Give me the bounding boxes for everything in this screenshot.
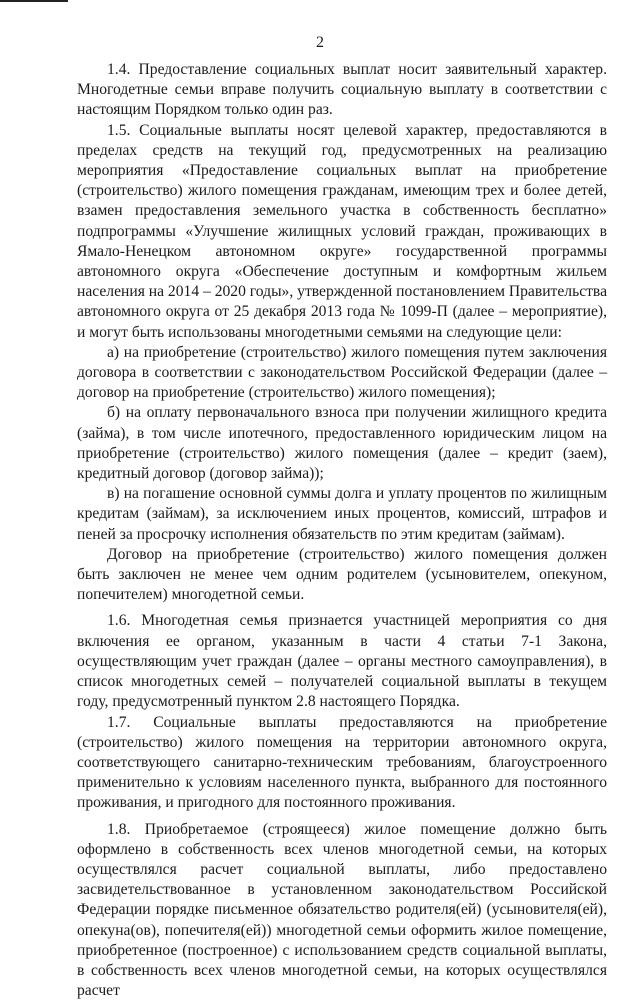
paragraph-1-6: 1.6. Многодетная семья признается участницей мероприятия со дня включения ее органом, указанным в части 4 статьи 7-1 Закона, осуществляющим учет граждан (далее – органы местного самоуправления), в список многодетных семей – получателей социальной выплаты в текущем году, предусмотренный пунктом 2.8 настоящего Порядка. [77,612,607,711]
paragraph-1-4: 1.4. Предоставление социальных выплат носит заявительный характер. Многодетные семьи вправе получить социальную выплату в соответствии с настоящим Порядком только один раз. [77,61,607,119]
corner-rule [0,0,68,2]
paragraph-1-5-b: б) на оплату первоначального взноса при получении жилищного кредита (займа), в том числе ипотечного, предоставленного юридическим лицом на приобретение (строительство) жилого помещения (далее – кредит (заем), кредитный договор (договор займа)); [77,404,607,483]
paragraph-1-7: 1.7. Социальные выплаты предоставляются на приобретение (строительство) жилого помещения на территории автономного округа, соответствующего санитарно-техническим требованиям, благоустроенного применительно к условиям населенного пункта, выбранного для постоянного проживания, и пригодного для постоянного проживания. [77,713,607,812]
paragraph-contract: Договор на приобретение (строительство) жилого помещения должен быть заключен не менее чем одним родителем (усыновителем, опекуном, попечителем) многодетной семьи. [77,545,607,604]
paragraph-1-8: 1.8. Приобретаемое (строящееся) жилое помещение должно быть оформлено в собственность всех членов многодетной семьи, на которых осуществлялся расчет социальной выплаты, либо предоставлено засвидетельствованное в установленном законодательством Российской Федерации порядке письменное обязательство родителя(ей) (усыновителя(ей), опекуна(ов), попечителя(ей)) многодетной семьи оформить жилое помещение, приобретенное (построенное) с использованием средств социальной выплаты, в собственность всех членов многодетной семьи, на которых осуществлялся расчет [77,820,607,1000]
page-number: 2 [316,34,324,51]
paragraph-1-5-a: а) на приобретение (строительство) жилого помещения путем заключения договора в соответствии с законодательством Российской Федерации (далее – договор на приобретение (строительство) жилого помещения); [77,343,607,402]
paragraph-1-5-v: в) на погашение основной суммы долга и уплату процентов по жилищным кредитам (займам), за исключением иных процентов, комиссий, штрафов и пеней за просрочку исполнения обязательств по этим кредитам (займам). [77,485,607,543]
document-body [77,60,607,1001]
paragraph-1-5: 1.5. Социальные выплаты носят целевой характер, предоставляются в пределах средств на текущий год, предусмотренных на реализацию мероприятия «Предоставление социальных выплат на приобретение (строительство) жилого помещения гражданам, имеющим трех и более детей, взамен предоставления земельного участка в собственность бесплатно» подпрограммы «Улучшение жилищных условий граждан, проживающих в Ямало-Ненецком автономном округе» государственной программы автономного округа «Обеспечение доступным и комфортным жильем населения на 2014 – 2020 годы», утвержденной постановлением Правительства автономного округа от 25 декабря 2013 года № 1099-П (далее – мероприятие), и могут быть использованы многодетными семьями на следующие цели: [77,121,608,341]
